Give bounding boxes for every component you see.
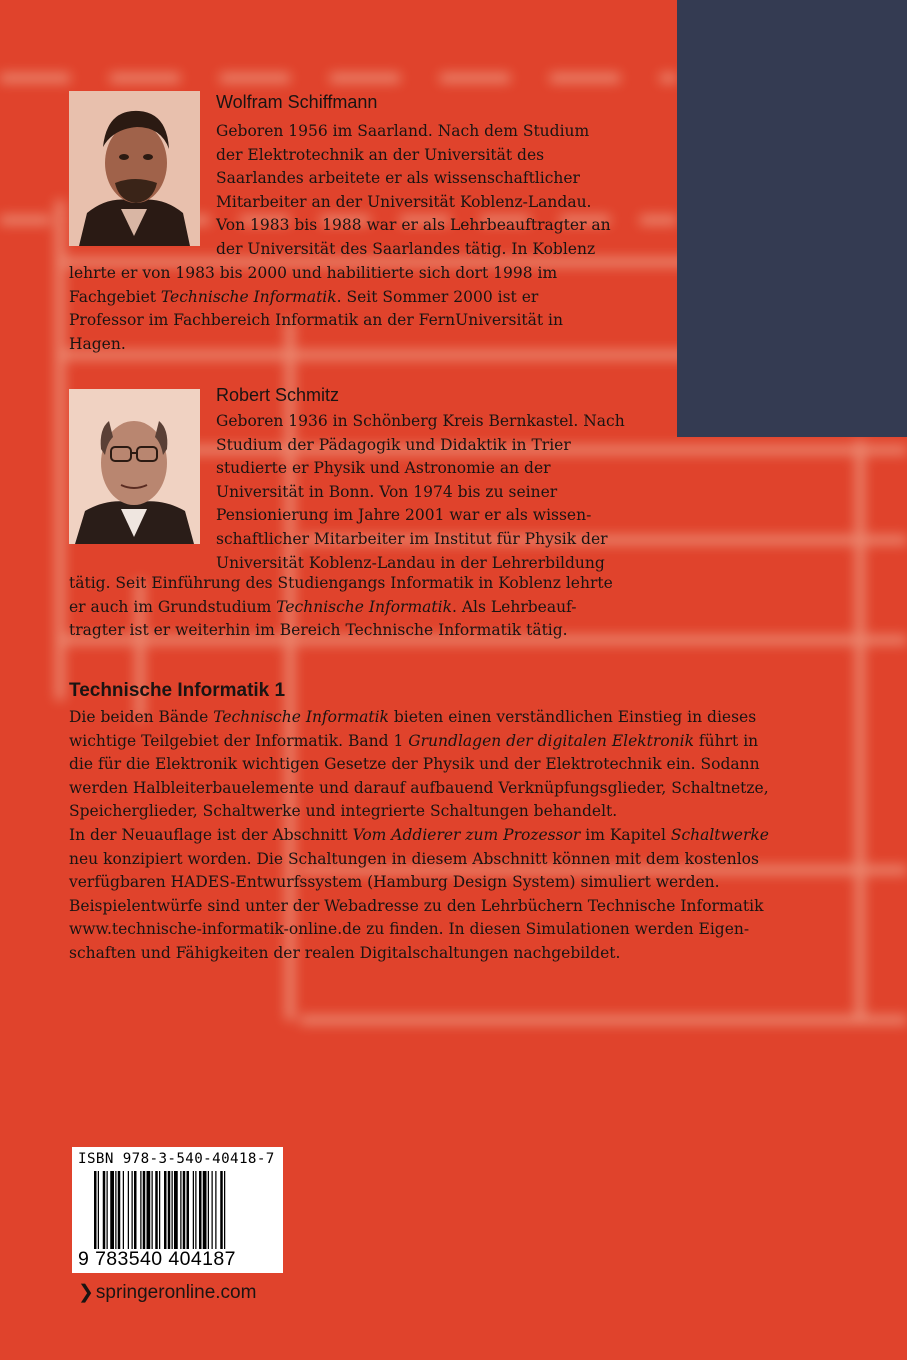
description-line: wichtige Teilgebiet der Informatik. Band 1 Grundlagen der digitalen Elektronik führt in xyxy=(69,731,759,750)
author-bio-1-top xyxy=(216,120,611,262)
chevron-right-icon: ❯ xyxy=(78,1282,94,1303)
barcode-bar xyxy=(215,1171,216,1249)
bio-line: Universität Koblenz-Landau in der Lehrerbildung xyxy=(216,553,605,572)
bio-line: Geboren 1936 in Schönberg Kreis Bernkastel. Nach xyxy=(216,412,625,430)
barcode-bar xyxy=(159,1171,160,1249)
emphasis: Technische Informatik xyxy=(276,597,452,616)
barcode-bar xyxy=(147,1171,151,1249)
bio-line: der Universität des Saarlandes tätig. In Koblenz xyxy=(216,239,596,258)
book-title: Technische Informatik 1 xyxy=(69,680,286,701)
emphasis: Technische Informatik xyxy=(160,287,337,306)
description-line: In der Neuauflage ist der Abschnitt Vom Addierer zum Prozessor im Kapitel Schaltwerke xyxy=(69,825,769,844)
barcode-bar xyxy=(123,1171,124,1249)
barcode-bar xyxy=(193,1171,194,1249)
navy-color-block xyxy=(677,0,907,437)
barcode-bar xyxy=(143,1171,146,1249)
barcode-bar xyxy=(134,1171,137,1249)
description-line: die für die Elektronik wichtigen Gesetze der Physik und der Elektrotechnik ein. Sodann xyxy=(69,755,760,774)
barcode-bar xyxy=(208,1171,209,1249)
bio-line: Fachgebiet Technische Informatik. Seit Sommer 2000 ist er xyxy=(69,287,539,306)
isbn-label: ISBN 978-3-540-40418-7 xyxy=(78,1151,275,1167)
barcode-bar xyxy=(98,1171,99,1249)
bio-line: er auch im Grundstudium Technische Informatik. Als Lehrbeauf- xyxy=(69,597,577,616)
author-bio-2-top xyxy=(216,410,625,575)
barcode-bar xyxy=(152,1171,153,1249)
author-name-2: Robert Schmitz xyxy=(216,385,340,405)
barcode-bar xyxy=(115,1171,116,1249)
barcode-bar xyxy=(180,1171,181,1249)
bio-line: Mitarbeiter an der Universität Koblenz-Landau. xyxy=(216,192,592,211)
bio-line: der Elektrotechnik an der Universität des xyxy=(216,145,545,164)
author-name-1: Wolfram Schiffmann xyxy=(216,92,378,112)
barcode-bar xyxy=(195,1171,196,1249)
bio-line: lehrte er von 1983 bis 2000 und habilitierte sich dort 1998 im xyxy=(69,264,558,282)
description-line: werden Halbleiterbauelemente und darauf aufbauend Verknüpfungsglieder, Schaltnetze, xyxy=(69,778,769,797)
bio-line: Geboren 1956 im Saarland. Nach dem Studium xyxy=(216,122,590,140)
description-line: neu konzipiert worden. Die Schaltungen in diesem Abschnitt können mit dem kostenlos xyxy=(69,849,759,868)
barcode-bar xyxy=(168,1171,171,1249)
bio-line: Hagen. xyxy=(69,334,126,353)
description-line: Die beiden Bände Technische Informatik bieten einen verständlichen Einstieg in dieses xyxy=(69,708,757,726)
description-line: verfügbaren HADES-Entwurfssystem (Hamburg Design System) simuliert werden. xyxy=(69,873,720,892)
bio-line: Studium der Pädagogik und Didaktik in Trier xyxy=(216,435,571,454)
bio-line: studierte er Physik und Astronomie an der xyxy=(216,459,551,478)
barcode-bar xyxy=(140,1171,141,1249)
barcode-bars xyxy=(94,1171,274,1253)
bio-line: Pensionierung im Jahre 2001 war er als wissen- xyxy=(216,506,592,525)
barcode-bar xyxy=(164,1171,167,1249)
barcode-bar xyxy=(94,1171,97,1249)
barcode-bar xyxy=(107,1171,108,1249)
bio-line: Saarlandes arbeitete er als wissenschaftlicher xyxy=(216,169,580,188)
barcode-bar xyxy=(172,1171,173,1249)
author-photo-schiffmann xyxy=(69,91,200,246)
bio-line: schaftlicher Mitarbeiter im Institut für Physik der xyxy=(216,529,608,548)
barcode-bar xyxy=(110,1171,114,1249)
barcode-bar xyxy=(224,1171,225,1249)
author-bio-1-bottom xyxy=(69,262,563,356)
barcode-number: 9 783540 404187 xyxy=(78,1248,236,1270)
barcode-bar xyxy=(118,1171,121,1249)
barcode-bar xyxy=(128,1171,129,1249)
barcode-bar xyxy=(203,1171,207,1249)
description-line: www.technische-informatik-online.de zu finden. In diesen Simulationen werden Eigen- xyxy=(69,920,750,939)
description-line: Speicherglieder, Schaltwerke und integrierte Schaltungen behandelt. xyxy=(69,802,618,821)
book-description xyxy=(69,706,769,966)
barcode-bar xyxy=(220,1171,223,1249)
barcode-bar xyxy=(187,1171,190,1249)
barcode-bar xyxy=(174,1171,178,1249)
barcode-bar xyxy=(212,1171,213,1249)
barcode-bar xyxy=(183,1171,186,1249)
website-link[interactable] xyxy=(78,1281,256,1304)
bio-line: Professor im Fachbereich Informatik an der FernUniversität in xyxy=(69,311,563,330)
barcode-bar xyxy=(103,1171,106,1249)
author-photo-schmitz xyxy=(69,389,200,544)
description-line: Beispielentwürfe sind unter der Webadresse zu den Lehrbüchern Technische Informatik xyxy=(69,896,764,915)
barcode-bar xyxy=(199,1171,202,1249)
bio-line: tätig. Seit Einführung des Studiengangs Informatik in Koblenz lehrte xyxy=(69,574,613,592)
bio-line: tragter ist er weiterhin im Bereich Technische Informatik tätig. xyxy=(69,621,568,640)
author-bio-2-bottom xyxy=(69,572,613,643)
bio-line: Von 1983 bis 1988 war er als Lehrbeauftragter an xyxy=(216,216,611,235)
isbn-barcode xyxy=(72,1147,283,1273)
description-line: schaften und Fähigkeiten der realen Digitalschaltungen nachgebildet. xyxy=(69,943,621,962)
barcode-bar xyxy=(132,1171,133,1249)
bio-line: Universität in Bonn. Von 1974 bis zu seiner xyxy=(216,482,558,501)
website-label: springeronline.com xyxy=(95,1282,257,1303)
barcode-bar xyxy=(155,1171,158,1249)
